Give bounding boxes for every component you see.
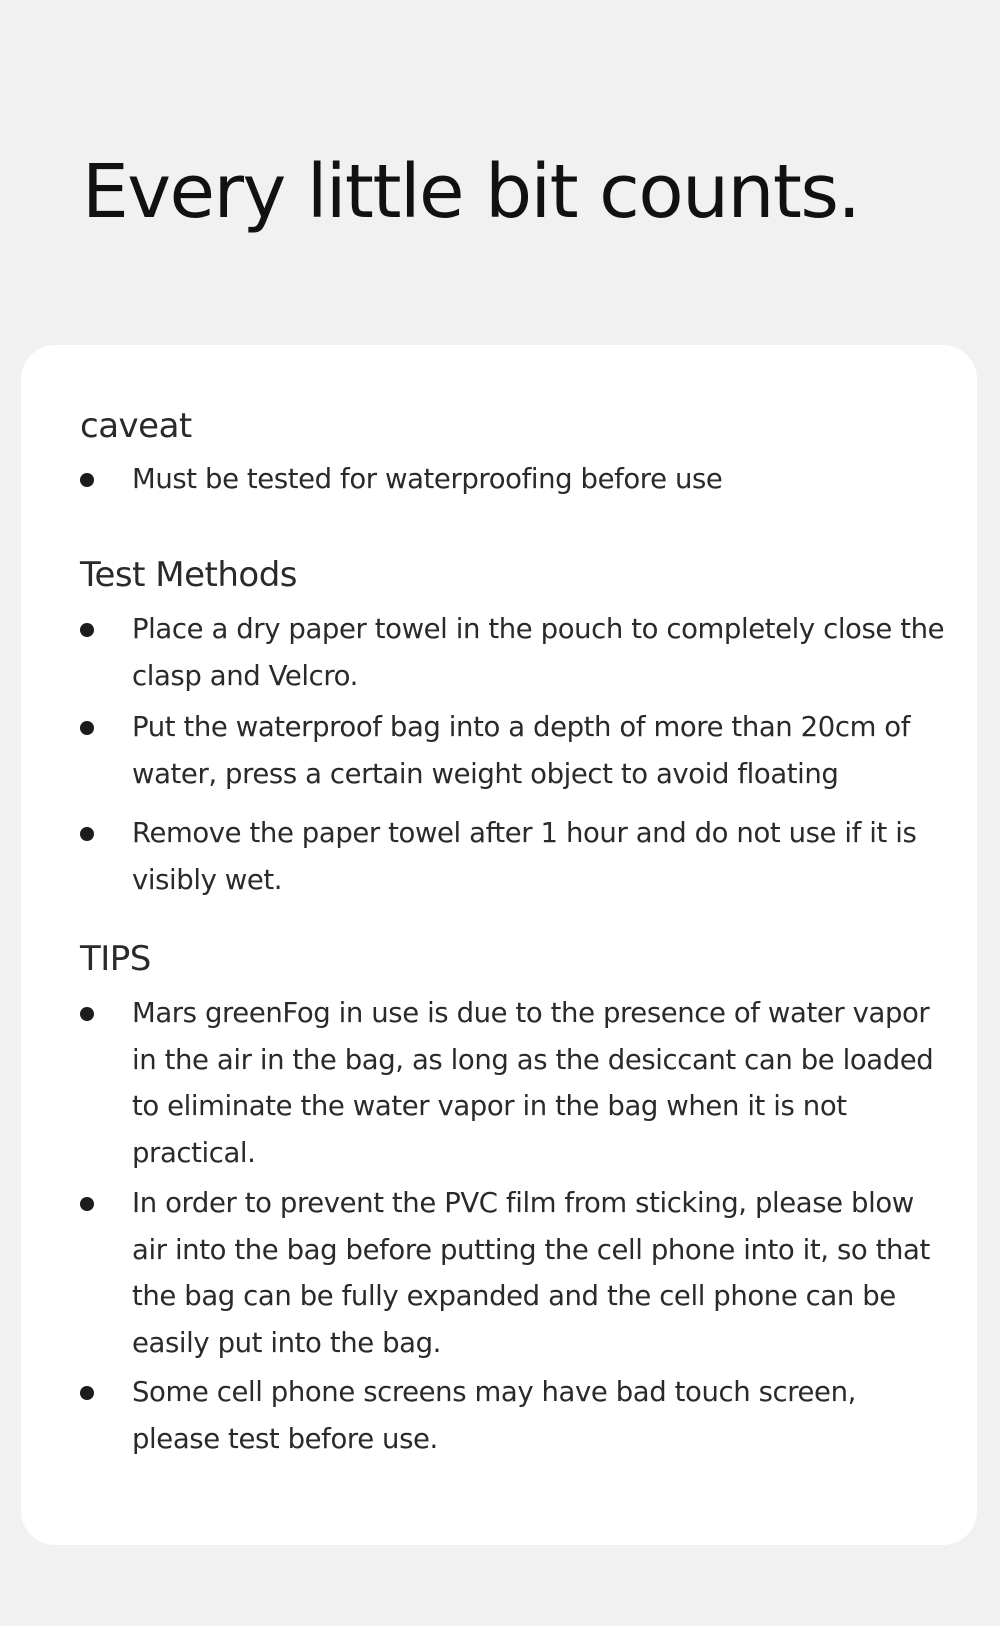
bullet-dot-icon <box>80 623 94 637</box>
list-item-text: Place a dry paper towel in the pouch to completely close the clasp and Velcro. <box>132 613 945 692</box>
bullet-dot-icon <box>80 473 94 487</box>
section-title-test-methods: Test Methods <box>80 555 297 595</box>
list-item-text: Put the waterproof bag into a depth of more than 20cm of water, press a certain weight object to avoid floating <box>132 711 911 790</box>
bullet-dot-icon <box>80 827 94 841</box>
section-title-tips: TIPS <box>80 939 151 979</box>
list-item-text: Remove the paper towel after 1 hour and do not use if it is visibly wet. <box>132 817 917 896</box>
list-item-text: In order to prevent the PVC film from sticking, please blow air into the bag before putting the cell phone into it, so that the bag can be fully expanded and the cell phone can be easily put into the bag. <box>132 1187 930 1359</box>
bullet-dot-icon <box>80 721 94 735</box>
bullet-dot-icon <box>80 1007 94 1021</box>
list-item-text: Some cell phone screens may have bad touch screen, please test before use. <box>132 1376 856 1455</box>
bullet-dot-icon <box>80 1386 94 1400</box>
bullet-dot-icon <box>80 1197 94 1211</box>
info-card <box>21 345 977 1545</box>
list-item-text: Mars greenFog in use is due to the presence of water vapor in the air in the bag, as long as the desiccant can be loaded to eliminate the water vapor in the bag when it is not practical. <box>132 997 934 1169</box>
page-headline: Every little bit counts. <box>82 149 860 235</box>
list-item-text: Must be tested for waterproofing before use <box>132 463 723 495</box>
section-title-caveat: caveat <box>80 406 192 446</box>
